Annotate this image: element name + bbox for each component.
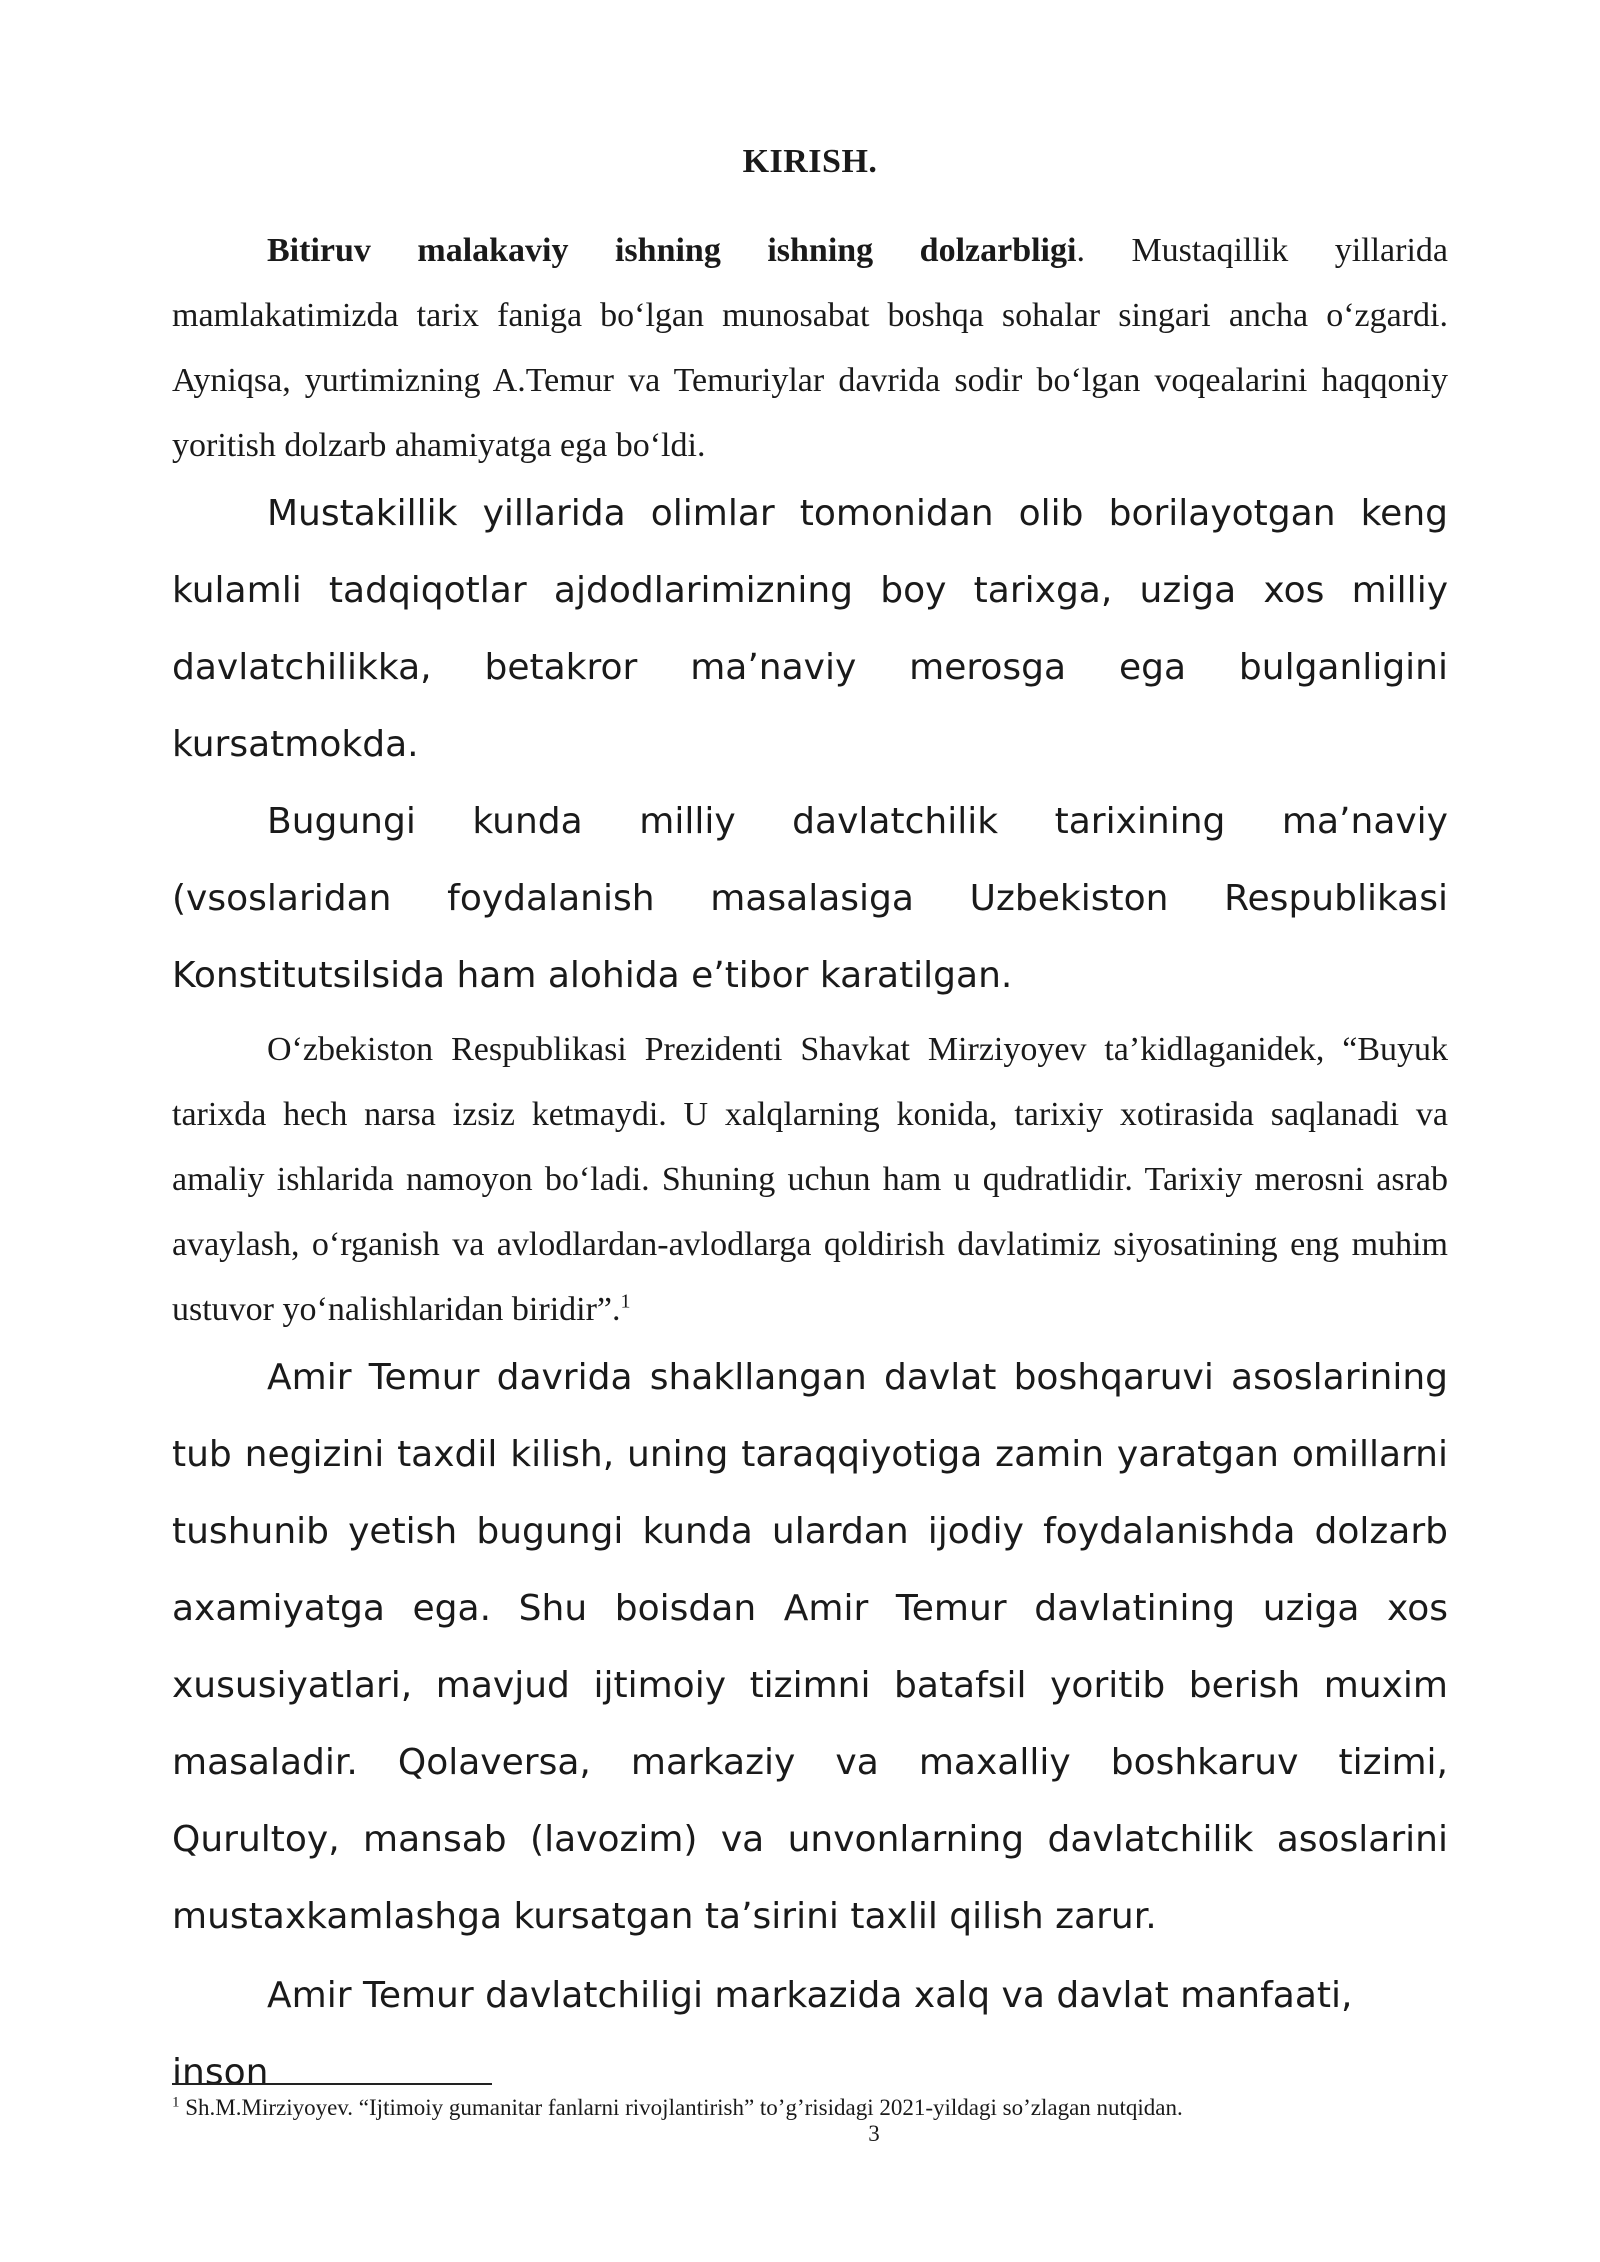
paragraph-text: . Mustaqillik yillarida mamlakatimizda tarix faniga bo‘lgan munosabat boshqa sohalar singari ancha o‘zgardi. Ayniqsa, yurtimizning A.Temur va Temuriylar davrida sodir bo‘lgan voqealarini haqqoniy yoritish dolzarb ahamiyatga ega bo‘ldi.	[172, 232, 1448, 464]
footnote-marker: 1	[172, 2094, 180, 2111]
paragraph-governance	[172, 1339, 1448, 1955]
section-heading: KIRISH.	[742, 143, 878, 180]
paragraph-text: Mustakillik yillarida olimlar tomonidan olib borilayotgan keng kulamli tadqiqotlar ajdodlarimizning boy tarixga, uziga xos milliy davlatchilikka, betakror ma’naviy merosga ega bulganligini kursatmokda.	[172, 493, 1448, 765]
footnote-divider	[172, 2083, 492, 2085]
footnote	[172, 2094, 1448, 2122]
paragraph-continued	[172, 1957, 1448, 2111]
paragraph-research	[172, 475, 1448, 783]
paragraph-bold-lead: Bitiruv malakaviy ishning ishning dolzarbligi	[267, 232, 1077, 269]
paragraph-text: Bugungi kunda milliy davlatchilik tarixining ma’naviy (vsoslaridan foydalanish masalasiga Uzbekiston Respublikasi Konstitutsilsida ham alohida e’tibor karatilgan.	[172, 801, 1448, 996]
paragraph-text: O‘zbekiston Respublikasi Prezidenti Shavkat Mirziyoyev ta’kidlaganidek, “Buyuk tarixda hech narsa izsiz ketmaydi. U xalqlarning konida, tarixiy xotirasida saqlanadi va amaliy ishlarida namoyon bo‘ladi. Shuning uchun ham u qudratlidir. Tarixiy merosni asrab avaylash, o‘rganish va avlodlardan-avlodlarga qoldirish davlatimiz siyosatining eng muhim ustuvor yo‘nalishlaridan biridir”.	[172, 1031, 1448, 1328]
footnote-reference[interactable]: 1	[620, 1290, 631, 1313]
paragraph-constitution	[172, 783, 1448, 1014]
paragraph-text: Amir Temur davrida shakllangan davlat boshqaruvi asoslarining tub negizini taxdil kilish, uning taraqqiyotiga zamin yaratgan omillarni tushunib yetish bugungi kunda ulardan ijodiy foydalanishda dolzarb axamiyatga ega. Shu boisdan Amir Temur davlatining uziga xos xususiyatlari, mavjud ijtimoiy tizimni batafsil yoritib berish muxim masaladir. Qolaversa, markaziy va maxalliy boshkaruv tizimi, Qurultoy, mansab (lavozim) va unvonlarning davlatchilik asoslarini mustaxkamlashga kursatgan ta’sirini taxlil qilish zarur.	[172, 1357, 1448, 1937]
page-number: 3	[868, 2121, 880, 2146]
paragraph-president-quote	[172, 1017, 1448, 1342]
paragraph-text: Amir Temur davlatchiligi markazida xalq va davlat manfaati, inson	[172, 1975, 1353, 2093]
footnote-text: Sh.M.Mirziyoyev. “Ijtimoiy gumanitar fanlarni rivojlantirish” to’g’risidagi 2021-yildagi so’zlagan nutqidan.	[179, 2095, 1183, 2120]
paragraph-relevance	[172, 218, 1448, 478]
